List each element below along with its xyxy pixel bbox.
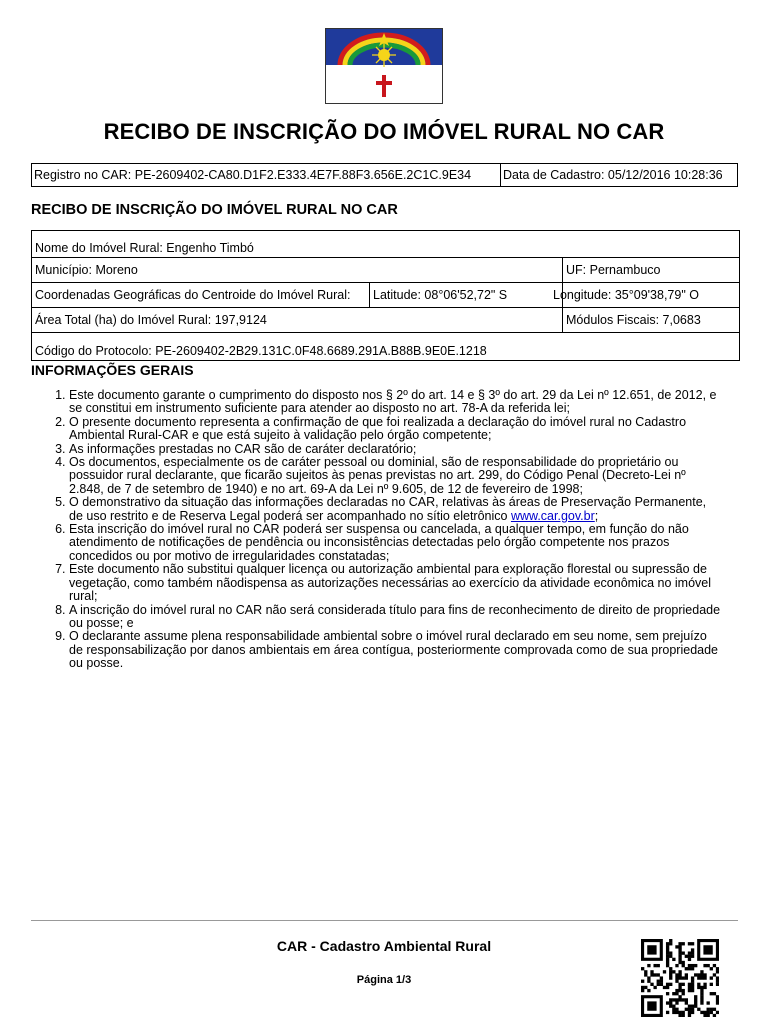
table-row bbox=[32, 333, 740, 361]
list-item: 9. O declarante assume plena responsabilidade ambiental sobre o imóvel rural declarado em seu nome, sem prejuízo de responsabilização por danos ambientais em área contígua, posteriormente comprovada como de sua propriedade ou posse. bbox=[69, 630, 721, 670]
nome-imovel: Nome do Imóvel Rural: Engenho Timbó bbox=[35, 241, 254, 255]
info-list bbox=[31, 389, 721, 671]
list-item: 1. Este documento garante o cumprimento do disposto nos § 2º do art. 14 e § 3º do art. 29 da Lei nº 12.651, de 2012, e se constitui em instrumento suficiente para atender ao disposto no art. 78-A da referida lei; bbox=[69, 389, 721, 416]
table-row bbox=[32, 231, 740, 258]
modulos-fiscais: Módulos Fiscais: 7,0683 bbox=[566, 313, 701, 327]
imovel-info-table bbox=[31, 230, 740, 361]
link-suffix: ; bbox=[594, 508, 599, 523]
table-row bbox=[32, 258, 740, 283]
page-title: RECIBO DE INSCRIÇÃO DO IMÓVEL RURAL NO CAR bbox=[103, 119, 665, 144]
registro-box bbox=[31, 163, 738, 187]
longitude: Longitude: 35°09'38,79" O bbox=[553, 288, 699, 302]
registro-car: Registro no CAR: PE-2609402-CA80.D1F2.E333.4E7F.88F3.656E.2C1C.9E34 bbox=[32, 164, 501, 186]
footer-divider bbox=[31, 920, 738, 921]
list-item: 6. Esta inscrição do imóvel rural no CAR poderá ser suspensa ou cancelada, a qualquer tempo, em função do não atendimento de notificações de pendência ou inconsistências detectadas pelo órgão competente nos prazos concedidos ou por motivo de irregularidades constatadas; bbox=[69, 523, 721, 563]
list-item: 4. Os documentos, especialmente os de caráter pessoal ou dominial, são de responsabilidade do proprietário ou possuidor rural declarante, que ficarão sujeitos às penas previstas no art. 299, do Código Penal (Decreto-Lei nº 2.848, de 7 de setembro de 1940) e no art. 69-A da Lei nº 9.605, de 12 de fevereiro de 1998; bbox=[69, 456, 721, 496]
table-row bbox=[32, 308, 740, 333]
pernambuco-flag-icon bbox=[325, 28, 443, 104]
page-number: Página 1/3 bbox=[356, 974, 412, 986]
car-site-link[interactable]: www.car.gov.br bbox=[510, 508, 595, 523]
codigo-protocolo: Código do Protocolo: PE-2609402-2B29.131C.0F48.6689.291A.B88B.9E0E.1218 bbox=[35, 344, 487, 358]
list-item: 2. O presente documento representa a confirmação de que foi realizada a declaração do imóvel rural no Cadastro Ambiental Rural-CAR e que está sujeito à validação pelo órgão competente; bbox=[69, 416, 721, 443]
coordenadas-label: Coordenadas Geográficas do Centroide do Imóvel Rural: bbox=[32, 283, 370, 307]
list-item bbox=[69, 496, 721, 523]
uf: UF: Pernambuco bbox=[566, 263, 661, 277]
latitude: Latitude: 08°06'52,72" S bbox=[370, 283, 563, 307]
area-total: Área Total (ha) do Imóvel Rural: 197,9124 bbox=[32, 308, 563, 332]
footer-title: CAR - Cadastro Ambiental Rural bbox=[276, 938, 492, 954]
qr-code-icon bbox=[641, 939, 719, 1017]
list-item: 8. A inscrição do imóvel rural no CAR não será considerada título para fins de reconhecimento de direito de propriedade ou posse; e bbox=[69, 604, 721, 631]
info-title: INFORMAÇÕES GERAIS bbox=[31, 362, 194, 378]
list-item: 7. Este documento não substitui qualquer licença ou autorização ambiental para exploração florestal ou supressão de vegetação, como também nãodispensa as autorizações necessárias ao exercício da atividade econômica no imóvel rural; bbox=[69, 563, 721, 603]
list-item: 3. As informações prestadas no CAR são de caráter declaratório; bbox=[69, 443, 721, 456]
table-row bbox=[32, 283, 740, 308]
municipio: Município: Moreno bbox=[32, 258, 563, 282]
list-item-text: O demonstrativo da situação das informações declaradas no CAR, relativas às áreas de Preservação Permanente, de uso restrito e de Reserva Legal poderá ser acompanhado no sítio eletrônico bbox=[69, 495, 707, 523]
data-cadastro: Data de Cadastro: 05/12/2016 10:28:36 bbox=[503, 168, 723, 182]
section-title: RECIBO DE INSCRIÇÃO DO IMÓVEL RURAL NO CAR bbox=[31, 202, 398, 218]
